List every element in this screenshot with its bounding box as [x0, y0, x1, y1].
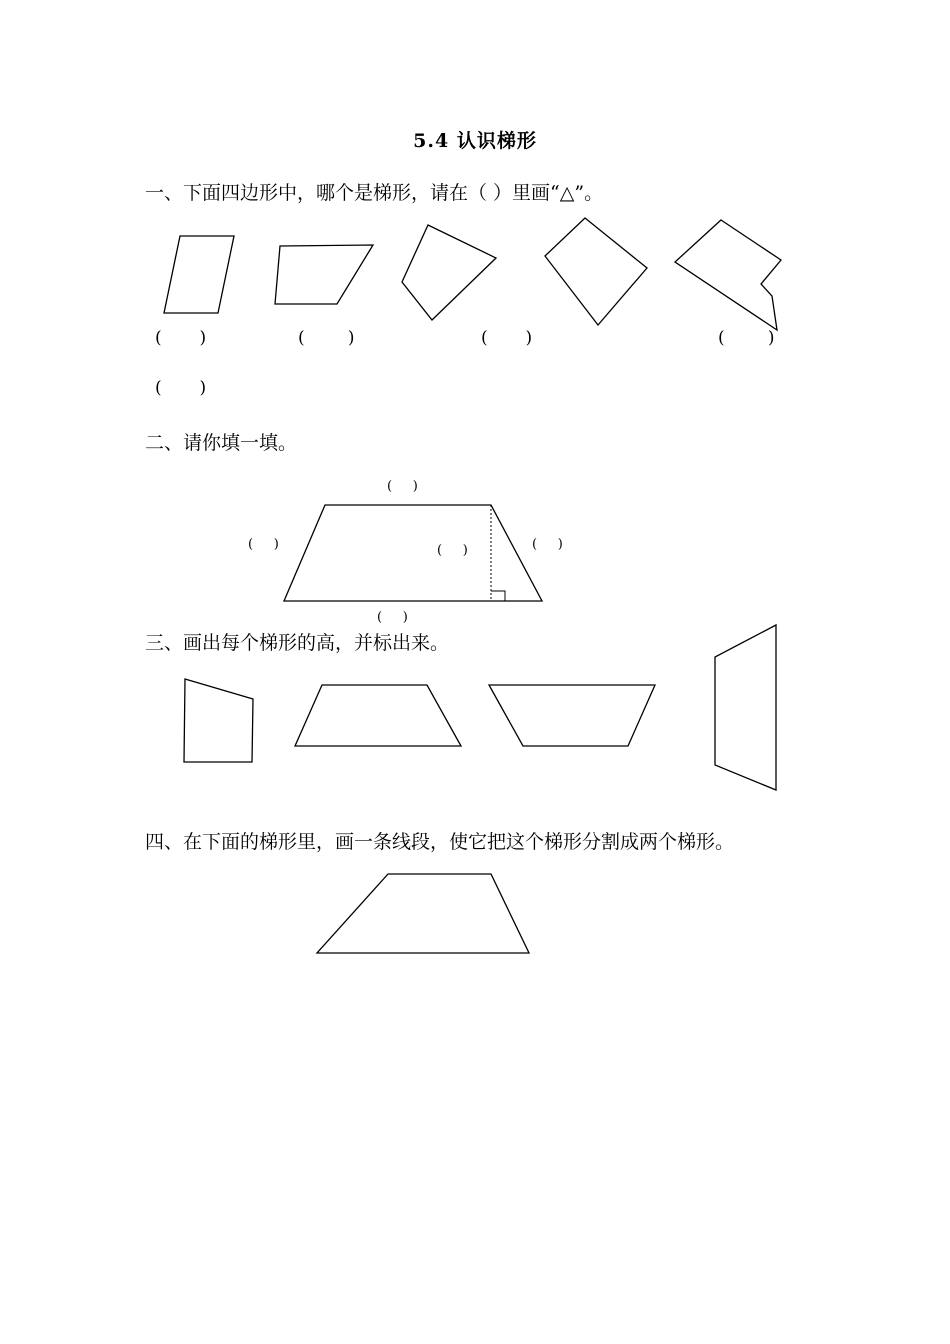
q1-blank-4[interactable]: ( ): [718, 328, 775, 348]
q3-trapezoid-2: [295, 685, 461, 746]
q4-trapezoid: [317, 874, 529, 953]
q1-blank-5[interactable]: ( ): [155, 378, 207, 398]
q2-label-top-base[interactable]: ( ): [387, 479, 418, 494]
q2-label-left-leg[interactable]: ( ): [248, 537, 279, 552]
q2-label-right-leg[interactable]: ( ): [532, 537, 563, 552]
question-2-text: 二、请你填一填。: [145, 432, 298, 454]
q3-trapezoid-3: [489, 685, 655, 746]
q2-label-bottom-base[interactable]: ( ): [377, 610, 408, 625]
q2-trapezoid: [284, 505, 542, 601]
q3-trapezoid-1: [184, 679, 253, 762]
q1-blank-2[interactable]: ( ): [298, 328, 355, 348]
q3-trapezoid-4: [715, 625, 776, 790]
q1-shape-3-quadrilateral: [402, 225, 496, 320]
question-3-text: 三、画出每个梯形的高，并标出来。: [145, 632, 450, 654]
q1-blank-1[interactable]: ( ): [155, 328, 207, 348]
q1-shape-2-trapezoid: [275, 245, 373, 304]
q1-shape-4-kite: [545, 218, 647, 325]
question-4-text: 四、在下面的梯形里，画一条线段，使它把这个梯形分割成两个梯形。: [145, 831, 735, 853]
q2-label-height[interactable]: ( ): [437, 543, 468, 558]
q1-shape-1-parallelogram: [164, 236, 234, 313]
q1-blank-3[interactable]: ( ): [481, 328, 533, 348]
q1-shape-5-pentagon: [675, 220, 781, 330]
page-title: 5.4 认识梯形: [413, 130, 537, 152]
question-1-text: 一、下面四边形中，哪个是梯形，请在（ ）里画“△”。: [145, 182, 604, 204]
q2-right-angle-mark: [491, 591, 505, 601]
